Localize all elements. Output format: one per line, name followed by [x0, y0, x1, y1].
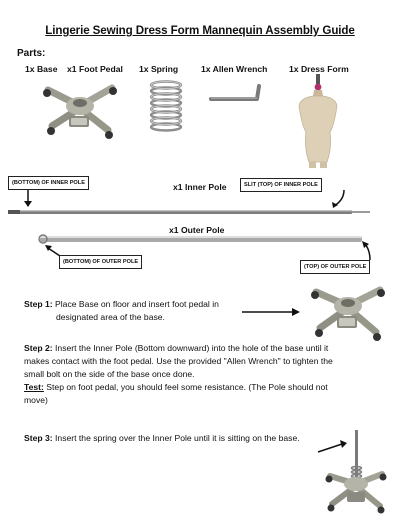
step-1 [24, 298, 219, 324]
step-2 [24, 342, 333, 407]
spring-image [147, 80, 185, 134]
step-2-label: Step 2: [24, 343, 53, 353]
base-image [38, 76, 123, 142]
part-label-dress-form: 1x Dress Form [289, 64, 349, 74]
step-2-text-3: small bolt on the side of the base once done. [24, 369, 195, 379]
inner-pole-image [6, 188, 378, 222]
part-label-base: 1x Base [25, 64, 58, 74]
callout-outer-pole-top: (TOP) OF OUTER POLE [300, 260, 370, 274]
step-3-assembly-image [312, 428, 392, 516]
part-label-foot-pedal: x1 Foot Pedal [67, 64, 123, 74]
step-3-text: Insert the spring over the Inner Pole until it is sitting on the base. [52, 433, 300, 443]
step-2-text-2: makes contact with the foot pedal. Use the provided "Allen Wrench" to tighten the [24, 356, 333, 366]
step-1-arrow [242, 306, 302, 318]
step-1-text: Place Base on floor and insert foot pedal in [52, 299, 219, 309]
callout-inner-pole-top: SLIT (TOP) OF INNER POLE [240, 178, 322, 192]
step-2-text: Insert the Inner Pole (Bottom downward) into the hole of the base until it [52, 343, 329, 353]
test-text: Step on foot pedal, you should feel some resistance. (The Pole should not [43, 382, 328, 392]
dress-form-image [296, 74, 340, 172]
step-1-text-2: designated area of the base. [56, 312, 165, 322]
callout-outer-pole-bottom: (BOTTOM) OF OUTER POLE [59, 255, 142, 269]
part-label-allen-wrench: 1x Allen Wrench [201, 64, 268, 74]
step-1-label: Step 1: [24, 299, 53, 309]
inner-pole-title: x1 Inner Pole [173, 182, 227, 192]
step-3-label: Step 3: [24, 433, 53, 443]
part-label-spring: 1x Spring [139, 64, 179, 74]
step-3 [24, 432, 300, 445]
test-text-2: move) [24, 395, 48, 405]
allen-wrench-image [209, 82, 267, 104]
step-1-base-image [306, 276, 390, 346]
page-title: Lingerie Sewing Dress Form Mannequin Assembly Guide [45, 24, 355, 37]
callout-inner-pole-bottom: (BOTTOM) OF INNER POLE [8, 176, 89, 190]
parts-heading: Parts: [17, 48, 46, 59]
outer-pole-title: x1 Outer Pole [169, 225, 225, 235]
test-label: Test: [24, 382, 44, 392]
